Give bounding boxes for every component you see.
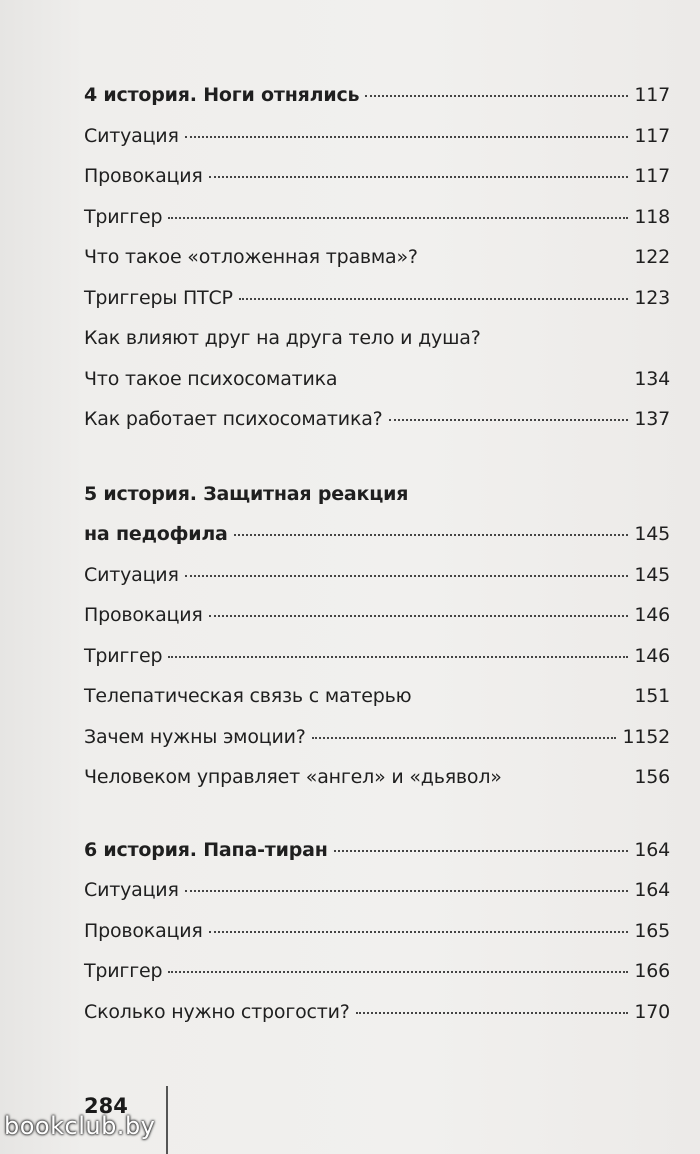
toc-entry: Что такое «отложенная травма»? 122: [84, 246, 670, 268]
dot-leader: [168, 217, 628, 219]
toc-entry: Триггер 166: [84, 960, 670, 982]
dot-leader: [334, 850, 629, 852]
dot-leader: [234, 534, 629, 536]
toc-heading-story-5-line2: на педофила 145: [84, 523, 670, 545]
toc-entry: Провокация 117: [84, 165, 670, 187]
toc-entry: Ситуация 164: [84, 879, 670, 901]
dot-leader: [365, 95, 628, 97]
toc-heading-story-6: 6 история. Папа-тиран 164: [84, 838, 670, 861]
footer-divider: [166, 1086, 168, 1154]
toc-heading-story-4: 4 история. Ноги отнялись 117: [84, 84, 670, 106]
watermark: bookclub.by: [4, 1112, 156, 1140]
toc-entry: Ситуация 145: [84, 563, 670, 586]
toc-entry: Провокация 165: [84, 919, 670, 942]
toc-entry: Что такое психосоматика 134: [84, 367, 670, 390]
toc-entry: Телепатическая связь с матерью 151: [84, 685, 670, 707]
toc-entry: Провокация 146: [84, 604, 670, 626]
toc-entry: Триггер 146: [84, 644, 670, 667]
dot-leader: [356, 1012, 629, 1014]
toc-entry: Зачем нужны эмоции? 1152: [84, 725, 670, 748]
dot-leader: [209, 931, 629, 933]
toc-entry: Триггер 118: [84, 205, 670, 228]
dot-leader: [185, 575, 629, 577]
dot-leader: [185, 890, 629, 892]
dot-leader: [209, 176, 629, 178]
toc-entry: Ситуация 117: [84, 124, 670, 147]
dot-leader: [209, 615, 629, 617]
toc-entry: Как влияют друг на друга тело и душа?: [84, 327, 481, 349]
dot-leader: [312, 737, 617, 739]
toc-entry: Триггеры ПТСР 123: [84, 286, 670, 309]
dot-leader: [168, 971, 628, 973]
toc-heading-story-5-line1: 5 история. Защитная реакция: [84, 482, 409, 505]
toc-entry: Как работает психосоматика? 137: [84, 408, 670, 430]
toc-entry: Сколько нужно строгости? 170: [84, 1000, 670, 1023]
dot-leader: [185, 136, 629, 138]
dot-leader: [389, 419, 629, 421]
dot-leader: [239, 298, 629, 300]
page-number: 284: [84, 1094, 128, 1118]
dot-leader: [168, 656, 628, 658]
table-of-contents: [84, 84, 670, 1041]
toc-entry: Человеком управляет «ангел» и «дьявол» 156: [84, 766, 670, 788]
